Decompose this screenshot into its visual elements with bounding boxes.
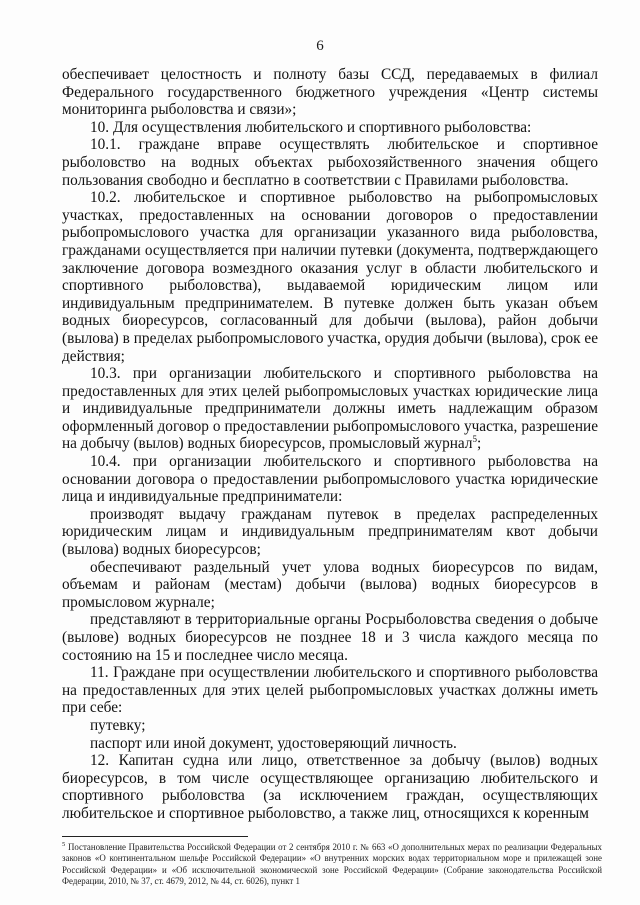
footnote-marker: 5	[62, 841, 66, 849]
paragraph: производят выдачу гражданам путевок в пределах распределенных юридическим лицам и индивидуальным предпринимателям квот добычи (вылова) водных биоресурсов;	[62, 505, 598, 559]
footnote-text: Постановление Правительства Российской Федерации от 2 сентября 2010 г. № 663 «О дополнительных мерах по реализации Федеральных законов «О континентальном шельфе Российской Федерации» «О внутренних морских водах территориальном море и прилежащей зоне Российской Федерации» и «Об исключительной экономической зоне Российской Федерации» (Собрание законодательства Российской Федерации, 2010, № 37, ст. 4679, 2012, № 44, ст. 6026), пункт 1	[62, 842, 602, 887]
paragraph: 10. Для осуществления любительского и спортивного рыболовства:	[90, 118, 532, 136]
paragraph: обеспечивают раздельный учет улова водных биоресурсов по видам, объемам и районам (местам) добычи (вылова) водных биоресурсов в промысловом журнале;	[62, 558, 598, 611]
paragraph: 10.1. граждане вправе осуществлять любительское и спортивное рыболовство на водных объектах рыбохозяйственного значения общего пользования свободно и бесплатно в соответствии с Правилами рыболовства.	[62, 136, 598, 189]
document-body	[62, 66, 598, 823]
paragraph-punctuation: ;	[477, 435, 482, 453]
paragraph: 10.2. любительское и спортивное рыболовство на рыбопромысловых участках, предоставленных на основании договоров о предоставлении рыбопромыслового участка для организации указанного вида рыболовства, гражданами осуществляется при наличии путевки (документа, подтверждающего заключение договора возмездного оказания услуг в области любительского и спортивного рыболовства), выдаваемой юридическим лицом или индивидуальным предпринимателем. В путевке должен быть указан объем водных биоресурсов, согласованный для добычи (вылова), район добычи (вылова) в пределах рыбопромыслового участка, орудия добычи (вылова), срок ее действия;	[62, 189, 598, 365]
paragraph-text: 10.3. при организации любительского и спортивного рыболовства на предоставленных для этих целей рыбопромысловых участках юридические лица и индивидуальные предприниматели должны иметь надлежащим образом оформленный договор о предоставлении рыбопромыслового участка, разрешение на добычу (вылов) водных биоресурсов, промысловый журнал	[62, 365, 598, 453]
page-number: 6	[316, 38, 324, 54]
paragraph: путевку;	[90, 716, 146, 734]
paragraph: паспорт или иной документ, удостоверяющий личность.	[90, 734, 457, 752]
footnote-reference[interactable]: 5	[472, 434, 477, 445]
footnote-divider	[62, 836, 248, 837]
footnote	[62, 842, 602, 888]
paragraph: 12. Капитан судна или лицо, ответственное за добычу (вылов) водных биоресурсов, в том числе осуществляющее организацию любительского и спортивного рыболовства (за исключением граждан, осуществляющих любительское и спортивное рыболовство, а также лиц, относящихся к коренным	[62, 752, 598, 822]
paragraph: 11. Граждане при осуществлении любительского и спортивного рыболовства на предоставленных для этих целей рыбопромысловых участках должны иметь при себе:	[62, 664, 598, 717]
paragraph: представляют в территориальные органы Росрыболовства сведения о добыче (вылове) водных биоресурсов не позднее 18 и 3 числа каждого месяца по состоянию на 15 и последнее число месяца.	[62, 611, 598, 664]
paragraph-with-footnote	[62, 365, 598, 453]
paragraph: 10.4. при организации любительского и спортивного рыболовства на основании договора о предоставлении рыбопромыслового участка юридические лица и индивидуальные предприниматели:	[62, 453, 598, 506]
paragraph: обеспечивает целостность и полноту базы ССД, передаваемых в филиал Федерального государственного бюджетного учреждения «Центр системы мониторинга рыболовства и связи»;	[62, 66, 598, 119]
